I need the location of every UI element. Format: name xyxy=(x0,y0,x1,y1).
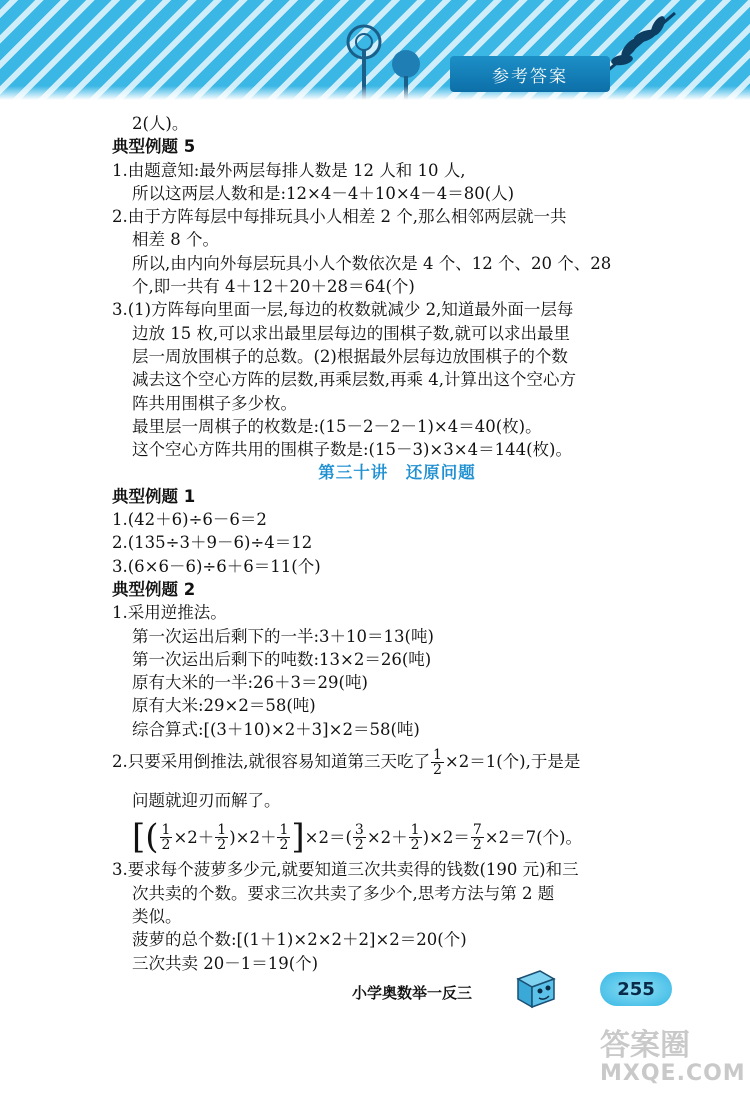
fraction xyxy=(215,823,228,852)
fraction xyxy=(471,823,484,852)
formula-segment: )×2＋ xyxy=(229,827,277,847)
answer-line: 2.由于方阵每层中每排玩具小人相差 2 个,那么相邻两层就一共 xyxy=(112,207,567,227)
page-header xyxy=(0,0,750,100)
answer-line: 次共卖的个数。要求三次共卖了多少个,思考方法与第 2 题 xyxy=(132,883,555,903)
fraction xyxy=(353,823,366,852)
fraction-denominator: 2 xyxy=(410,836,420,853)
answer-lines-part-1 xyxy=(112,112,682,741)
fraction-numerator: 3 xyxy=(354,821,364,838)
fraction-denominator: 2 xyxy=(217,836,227,853)
answer-line: 3.要求每个菠萝多少元,就要知道三次共卖得的钱数(190 元)和三 xyxy=(112,860,579,880)
cube-mascot-icon xyxy=(510,965,560,1011)
q2-line-1 xyxy=(112,741,682,783)
answer-line: 个,即一共有 4＋12＋20＋28＝64(个) xyxy=(132,277,415,297)
q2-text-pre: 2.只要采用倒推法,就很容易知道第三天吃了 xyxy=(112,752,430,772)
example-heading: 典型例题 5 xyxy=(112,137,196,157)
formula-segment: ×2＋ xyxy=(173,827,215,847)
formula-segment: ×2＋ xyxy=(366,827,408,847)
answer-line: 三次共卖 20－1＝19(个) xyxy=(132,953,319,973)
answer-line: 这个空心方阵共用的围棋子数是:(15－3)×3×4＝144(枚)。 xyxy=(132,440,572,460)
answer-line: 3.(1)方阵每向里面一层,每边的枚数就减少 2,知道最外面一层每 xyxy=(112,300,574,320)
answer-line: 1.由题意知:最外两层每排人数是 12 人和 10 人, xyxy=(112,160,466,180)
answer-key-badge: 参考答案 xyxy=(450,56,610,92)
watermark-line-1: 答案圈 xyxy=(600,1028,690,1063)
answer-line: 所以这两层人数和是:12×4－4＋10×4－4＝80(人) xyxy=(132,183,515,203)
fraction xyxy=(160,823,173,852)
fraction-denominator: 2 xyxy=(279,836,289,853)
answer-line: 相差 8 个。 xyxy=(132,230,219,250)
fraction-numerator: 1 xyxy=(161,821,171,838)
formula-segment: ×2＝7(个)。 xyxy=(484,827,582,847)
right-bracket: ] xyxy=(291,817,305,858)
answer-line: 类似。 xyxy=(132,906,182,926)
lecture-title: 第三十讲 还原问题 xyxy=(318,463,476,483)
fraction-numerator: 1 xyxy=(217,821,227,838)
answer-line: 阵共用围棋子多少枚。 xyxy=(132,393,297,413)
q2-text-post: ×2＝1(个),于是是 xyxy=(444,752,581,772)
leaf-icon xyxy=(600,8,680,78)
answer-line: 综合算式:[(3＋10)×2＋3]×2＝58(吨) xyxy=(132,719,420,739)
fraction-denominator: 2 xyxy=(433,761,442,778)
answer-line: 层一周放围棋子的总数。(2)根据最外层每边放围棋子的个数 xyxy=(132,346,568,366)
answer-line: 第一次运出后剩下的吨数:13×2＝26(吨) xyxy=(132,649,432,669)
example-heading: 典型例题 2 xyxy=(112,579,196,599)
answer-line: 边放 15 枚,可以求出最里层每边的围棋子数,就可以求出最里 xyxy=(132,323,570,343)
answer-line: 菠萝的总个数:[(1＋1)×2×2＋2]×2＝20(个) xyxy=(132,930,467,950)
fraction-numerator: 7 xyxy=(472,821,482,838)
example-heading: 典型例题 1 xyxy=(112,486,196,506)
answer-line: 1.(42＋6)÷6－6＝2 xyxy=(112,510,267,530)
answer-line: 所以,由内向外每层玩具小人个数依次是 4 个、12 个、20 个、28 xyxy=(132,253,612,273)
left-bracket: [ xyxy=(132,817,146,858)
fraction xyxy=(409,823,422,852)
answer-line: 原有大米的一半:26＋3＝29(吨) xyxy=(132,673,368,693)
answer-line: 3.(6×6－6)÷6＋6＝11(个) xyxy=(112,556,321,576)
fraction-numerator: 1 xyxy=(279,821,289,838)
fraction-numerator: 1 xyxy=(433,746,442,763)
page-number: 255 xyxy=(600,972,672,1006)
answer-content xyxy=(112,112,682,975)
formula-segment: ×2＝( xyxy=(304,827,352,847)
answer-line: 1.采用逆推法。 xyxy=(112,603,227,623)
answer-line: 减去这个空心方阵的层数,再乘层数,再乘 4,计算出这个空心方 xyxy=(132,370,576,390)
fraction-denominator: 2 xyxy=(161,836,171,853)
header-fade xyxy=(0,86,750,100)
watermark-line-2: MXQE.COM xyxy=(600,1060,746,1086)
answer-line: 2(人)。 xyxy=(132,114,189,133)
fraction-numerator: 1 xyxy=(410,821,420,838)
answer-lines-part-2 xyxy=(112,858,682,974)
answer-line: 原有大米:29×2＝58(吨) xyxy=(132,696,316,716)
answer-line: 最里层一周棋子的枚数是:(15－2－2－1)×4＝40(枚)。 xyxy=(132,416,542,436)
q2-line-2: 问题就迎刃而解了。 xyxy=(132,791,281,811)
answer-line: 2.(135÷3＋9－6)÷4＝12 xyxy=(112,533,313,553)
fraction-denominator: 2 xyxy=(472,836,482,853)
q2-formula xyxy=(112,816,682,858)
left-paren: ( xyxy=(145,817,159,858)
answer-line: 第一次运出后剩下的一半:3＋10＝13(吨) xyxy=(132,626,434,646)
formula-segment: )×2＝ xyxy=(422,827,470,847)
fraction xyxy=(277,823,290,852)
book-title: 小学奥数举一反三 xyxy=(352,984,473,1002)
fraction xyxy=(431,748,444,777)
watermark xyxy=(600,1030,746,1085)
fraction-denominator: 2 xyxy=(354,836,364,853)
